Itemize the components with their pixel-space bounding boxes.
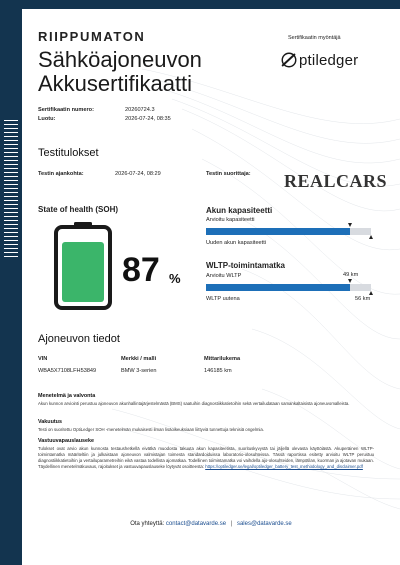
wltp-new-value: 56 km bbox=[355, 296, 371, 302]
wltp-estimate-value: 49 km bbox=[343, 272, 359, 278]
wltp-heading: WLTP-toimintamatka bbox=[206, 261, 285, 270]
make-block bbox=[121, 356, 156, 374]
make-label: Merkki / malli bbox=[121, 356, 157, 362]
wltp-bar bbox=[206, 284, 371, 291]
brand-label: RIIPPUMATON bbox=[38, 29, 146, 44]
contact-separator: | bbox=[230, 521, 233, 527]
capacity-heading: Akun kapasiteetti bbox=[206, 206, 273, 215]
odometer-label: Mittarilukema bbox=[204, 356, 241, 362]
soh-heading: State of health (SOH) bbox=[38, 205, 119, 214]
results-heading: Testitulokset bbox=[38, 147, 99, 159]
capacity-estimate-label: Arvioitu kapasiteetti bbox=[206, 217, 255, 223]
certificate-page bbox=[22, 9, 400, 565]
wltp-new-label: WLTP uutena bbox=[206, 296, 240, 302]
realcars-logo: REALCARS bbox=[284, 171, 388, 191]
odometer-value: 146185 km bbox=[204, 368, 232, 374]
disclaimer-heading: Vastuuvapauslauseke bbox=[38, 438, 95, 444]
disclaimer-text: Tulokset ovat arvio akun kunnosta testaushetkellä eivätkä muodosta takuuta akun kapasiteetista, suorituskyvystä tai jäljellä olevasta käyttöiästä. Akuperäinen WLTP-toimintamatka määriteltiin ja julkaistaan ajoneuvon valmistajan toimesta standardoiduissa laboratorio-olosuhteissa. Tässä raportissa esitetty arvioitu WLTP perustuu diagnostiikkatietoihin ja vertailuparametreihin eikä vastaa todellista ajomatkaa. Todellinen toimintamatka voi vaihdella ajo-olosuhteiden, lämpötilan, kuorman ja ajotavan mukaan. Täydellinen menetelmäkuvaus, rajoitukset ja vastuuvapauslauseke löytyvät osoitteesta: bbox=[38, 446, 374, 469]
performed-by-label: Testin suorittaja: bbox=[206, 171, 251, 177]
page-title bbox=[38, 48, 258, 96]
issuer-label: Sertifikaatin myöntäjä bbox=[288, 35, 341, 41]
warranty-text: Testi on suoritettu OptiLedger SOH -menetelmän mukaisesti ilman lisäoikeuksiaan liittyviä tunnettuja teknisiä ongelmia. bbox=[38, 427, 264, 432]
optiledger-logo-icon bbox=[280, 51, 298, 69]
method-heading: Menetelmä ja valvonta bbox=[38, 393, 96, 399]
capacity-estimate-marker bbox=[348, 223, 352, 227]
capacity-new-label: Uuden akun kapasiteetti bbox=[206, 240, 267, 246]
created-label: Luotu: bbox=[38, 116, 56, 122]
contact-email-link[interactable]: contact@datavarde.se bbox=[165, 521, 227, 527]
test-date-label: Testin ajankohta: bbox=[38, 171, 84, 177]
method-text: Akun kunnon arviointi perustuu ajoneuvon akunhallintajärjestelmästä (BMS) saatuihin diagnostiikkatietoihin sekä vertailudataan samankaltaisista ajoneuvomalleista. bbox=[38, 401, 350, 406]
capacity-bar bbox=[206, 228, 371, 235]
vehicle-heading: Ajoneuvon tiedot bbox=[38, 333, 120, 345]
page-title-line1: Sähköajoneuvon bbox=[38, 47, 202, 72]
disclaimer-paragraph bbox=[38, 446, 374, 470]
certificate-number-label: Sertifikaatin numero: bbox=[38, 107, 94, 113]
created-value: 2026-07-24, 08:35 bbox=[125, 116, 171, 122]
soh-value: 87 bbox=[122, 251, 160, 289]
capacity-new-marker bbox=[369, 235, 373, 239]
side-bar bbox=[0, 0, 22, 565]
contact-label: Ota yhteyttä: bbox=[130, 521, 165, 527]
make-value: BMW 3-serien bbox=[121, 368, 157, 374]
certificate-number-value: 20260724.3 bbox=[125, 107, 155, 113]
vin-value: WBA5X7108LFH53849 bbox=[38, 368, 97, 374]
odometer-block bbox=[204, 356, 240, 374]
battery-fill bbox=[62, 242, 104, 302]
disclaimer-link[interactable]: https://optiledger.se/legal/optiledger_battery_test_methodology_and_disclaimer.pdf bbox=[205, 464, 363, 469]
wltp-estimate-marker bbox=[348, 279, 352, 283]
top-bar bbox=[0, 0, 400, 9]
wltp-bar-fill bbox=[206, 284, 350, 291]
contact-footer bbox=[22, 521, 400, 527]
soh-unit: % bbox=[169, 271, 181, 286]
sales-email-link[interactable]: sales@datavarde.se bbox=[236, 521, 292, 527]
warranty-heading: Vakuutus bbox=[38, 419, 62, 425]
wltp-estimate-label: Arvioitu WLTP bbox=[206, 273, 242, 279]
vin-label: VIN bbox=[38, 356, 48, 362]
battery-icon bbox=[54, 222, 112, 310]
barcode-pattern bbox=[4, 120, 18, 260]
capacity-bar-fill bbox=[206, 228, 350, 235]
test-date-value: 2026-07-24, 08:29 bbox=[115, 171, 161, 177]
page-title-line2: Akkusertifikaatti bbox=[38, 71, 193, 96]
optiledger-logo-text: ptiledger bbox=[299, 51, 359, 69]
wltp-new-marker bbox=[369, 291, 373, 295]
optiledger-logo bbox=[280, 51, 358, 69]
vin-block bbox=[38, 356, 96, 374]
